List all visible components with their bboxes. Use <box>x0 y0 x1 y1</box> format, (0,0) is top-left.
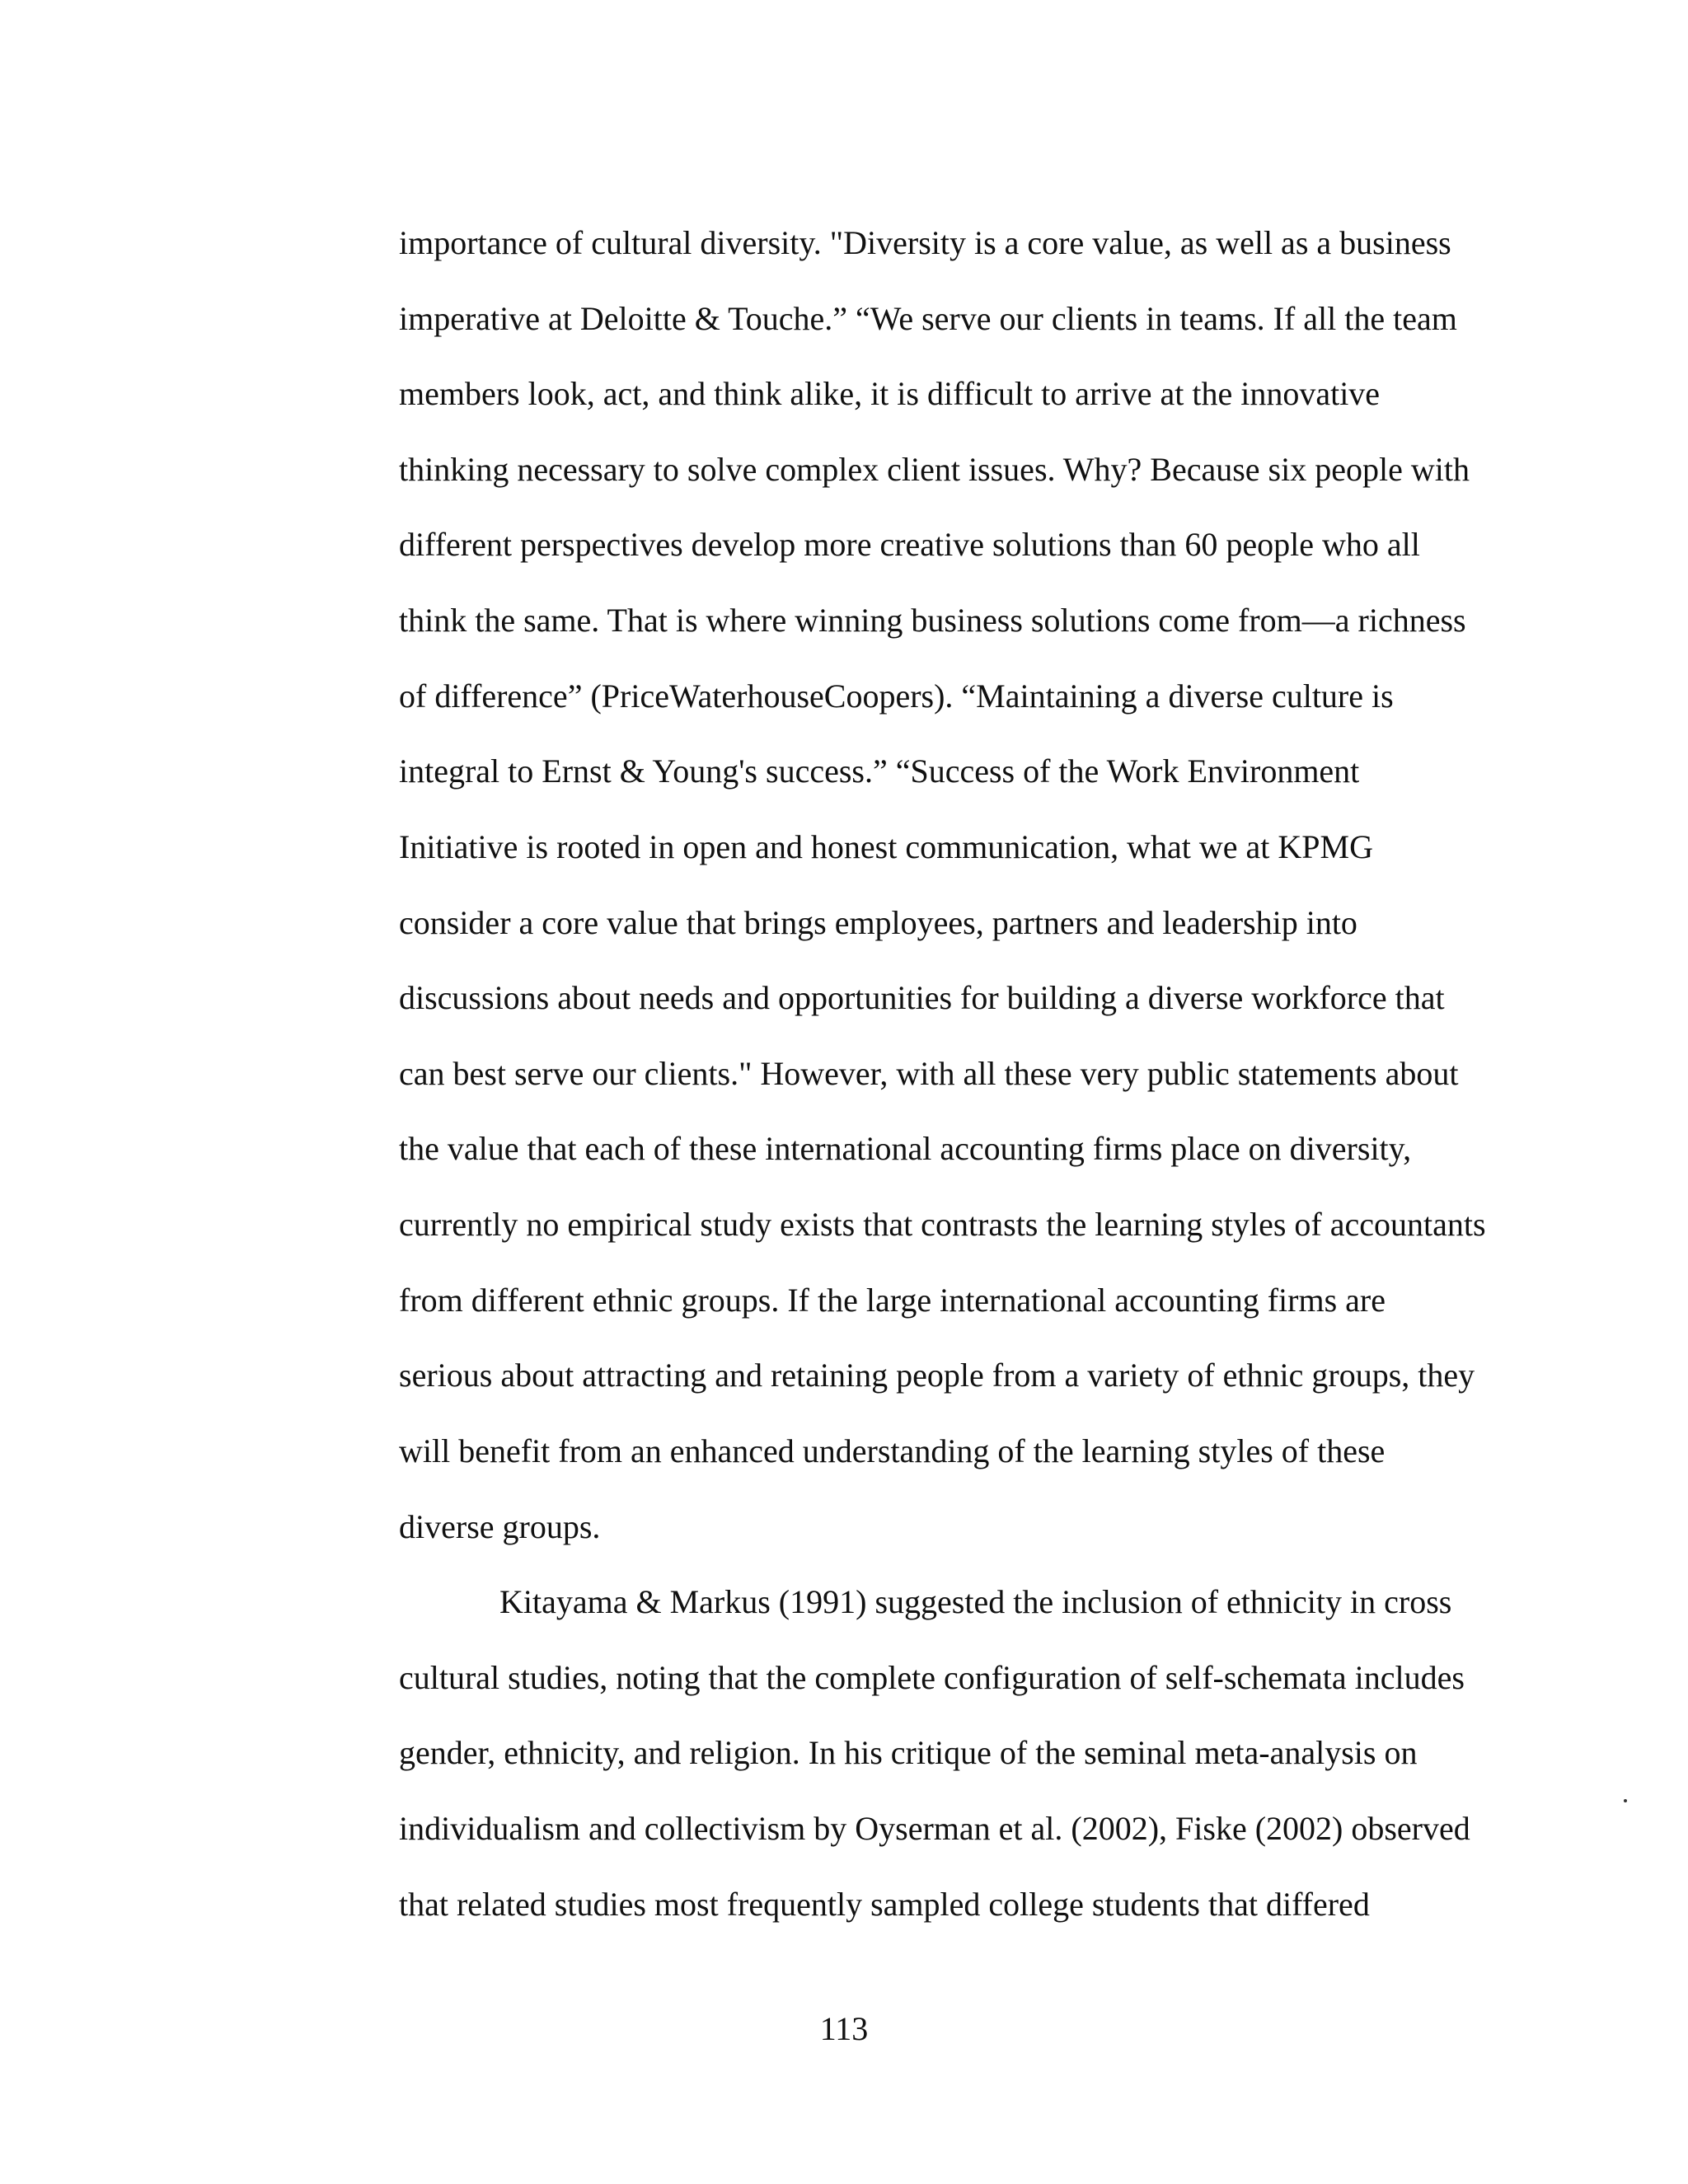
text-line: of difference” (PriceWaterhouseCoopers). “Maintaining a diverse culture is <box>399 677 1394 715</box>
scan-speck <box>1624 1799 1627 1802</box>
text-line: consider a core value that brings employees, partners and leadership into <box>399 904 1357 941</box>
text-line: importance of cultural diversity. "Diversity is a core value, as well as a business <box>399 224 1451 261</box>
text-line: thinking necessary to solve complex client issues. Why? Because six people with <box>399 451 1470 488</box>
text-line: serious about attracting and retaining people from a variety of ethnic groups, they <box>399 1357 1475 1394</box>
text-line: the value that each of these international accounting firms place on diversity, <box>399 1130 1412 1167</box>
text-line: will benefit from an enhanced understanding of the learning styles of these <box>399 1432 1386 1469</box>
text-line: Kitayama & Markus (1991) suggested the inclusion of ethnicity in cross <box>499 1583 1452 1620</box>
text-line: can best serve our clients." However, with all these very public statements about <box>399 1055 1459 1092</box>
text-line: imperative at Deloitte & Touche.” “We serve our clients in teams. If all the team <box>399 300 1457 337</box>
text-line: individualism and collectivism by Oyserman et al. (2002), Fiske (2002) observed <box>399 1810 1470 1847</box>
text-line: currently no empirical study exists that contrasts the learning styles of accountants <box>399 1206 1486 1243</box>
text-line: from different ethnic groups. If the large international accounting firms are <box>399 1282 1386 1319</box>
text-line: diverse groups. <box>399 1508 601 1545</box>
text-line: integral to Ernst & Young's success.” “Success of the Work Environment <box>399 752 1360 790</box>
text-line: gender, ethnicity, and religion. In his critique of the seminal meta-analysis on <box>399 1734 1418 1771</box>
text-line: cultural studies, noting that the complete configuration of self-schemata includes <box>399 1659 1465 1696</box>
text-line: think the same. That is where winning business solutions come from—a richness <box>399 602 1466 639</box>
text-line: Initiative is rooted in open and honest communication, what we at KPMG <box>399 828 1373 865</box>
text-line: different perspectives develop more creative solutions than 60 people who all <box>399 526 1420 563</box>
text-line: discussions about needs and opportunities for building a diverse workforce that <box>399 979 1445 1016</box>
text-line: members look, act, and think alike, it is difficult to arrive at the innovative <box>399 375 1381 412</box>
text-line: that related studies most frequently sampled college students that differed <box>399 1886 1370 1923</box>
page-number: 113 <box>819 2010 869 2047</box>
